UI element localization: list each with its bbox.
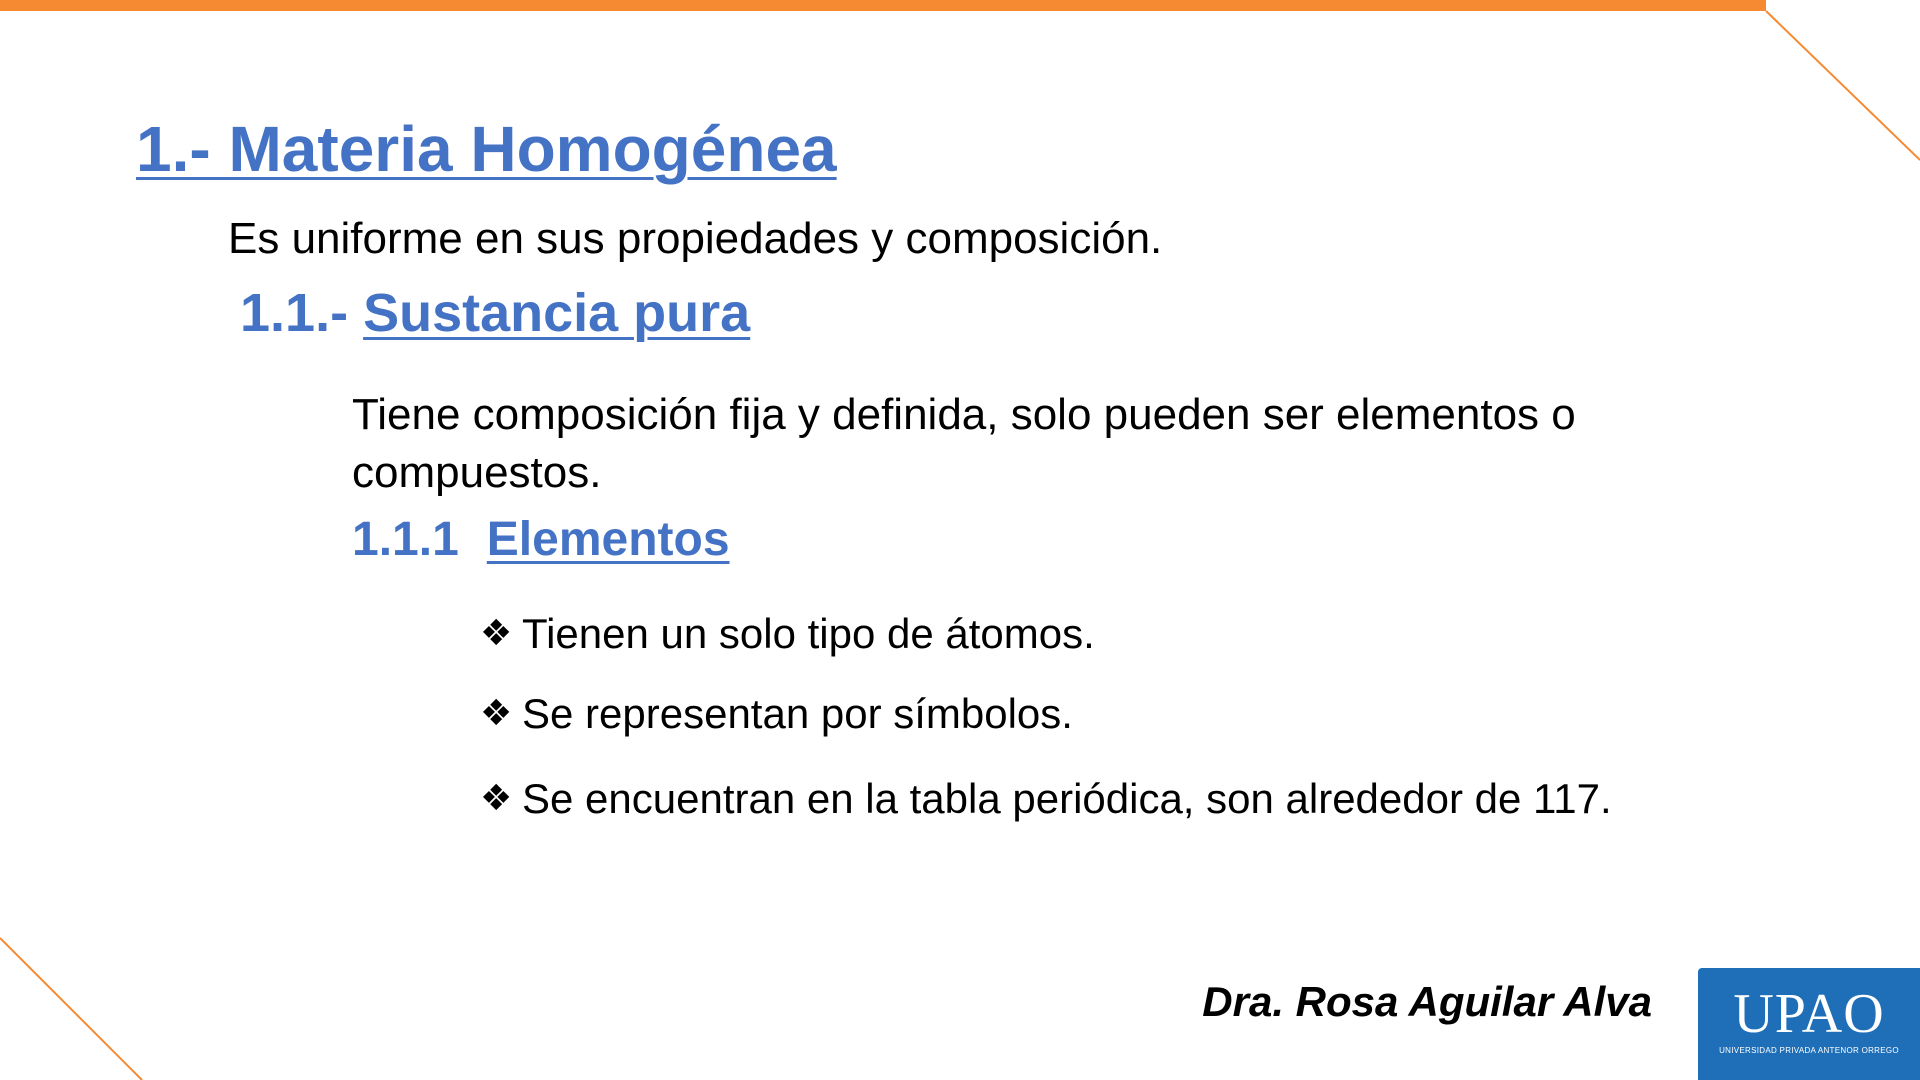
diamond-bullet-icon: ❖ <box>480 613 513 654</box>
upao-logo <box>1698 968 1920 1080</box>
homogeneous-definition: Es uniforme en sus propiedades y composición. <box>228 214 1163 263</box>
bullet-text: Se representan por símbolos. <box>522 690 1073 737</box>
sub-subsection-heading <box>352 512 730 567</box>
top-accent-bar <box>0 0 1766 11</box>
bottom-left-diagonal-line <box>0 938 142 1080</box>
bullet-item <box>480 610 1095 658</box>
bullet-item <box>480 690 1073 738</box>
section-heading: 1.- Materia Homogénea <box>136 113 837 185</box>
subsection-title: Sustancia pura <box>363 283 751 343</box>
bullet-text: Tienen un solo tipo de átomos. <box>522 610 1095 657</box>
pure-substance-definition: Tiene composición fija y definida, solo pueden ser elementos o compuestos. <box>352 390 1576 497</box>
subsection-number: 1.1.- <box>240 283 349 343</box>
subsection-heading <box>240 282 750 344</box>
sub-subsection-title: Elementos <box>486 513 730 566</box>
logo-wordmark: UPAO <box>1733 983 1885 1045</box>
bullet-text: Se encuentran en la tabla periódica, son alrededor de 117. <box>522 775 1612 822</box>
author-name: Dra. Rosa Aguilar Alva <box>1202 978 1652 1025</box>
bullet-item <box>480 775 1612 823</box>
diamond-bullet-icon: ❖ <box>480 693 513 734</box>
top-right-diagonal-line <box>1766 11 1920 160</box>
diamond-bullet-icon: ❖ <box>480 778 513 819</box>
logo-subtitle: UNIVERSIDAD PRIVADA ANTENOR ORREGO <box>1719 1046 1899 1055</box>
sub-subsection-number: 1.1.1 <box>352 513 459 566</box>
